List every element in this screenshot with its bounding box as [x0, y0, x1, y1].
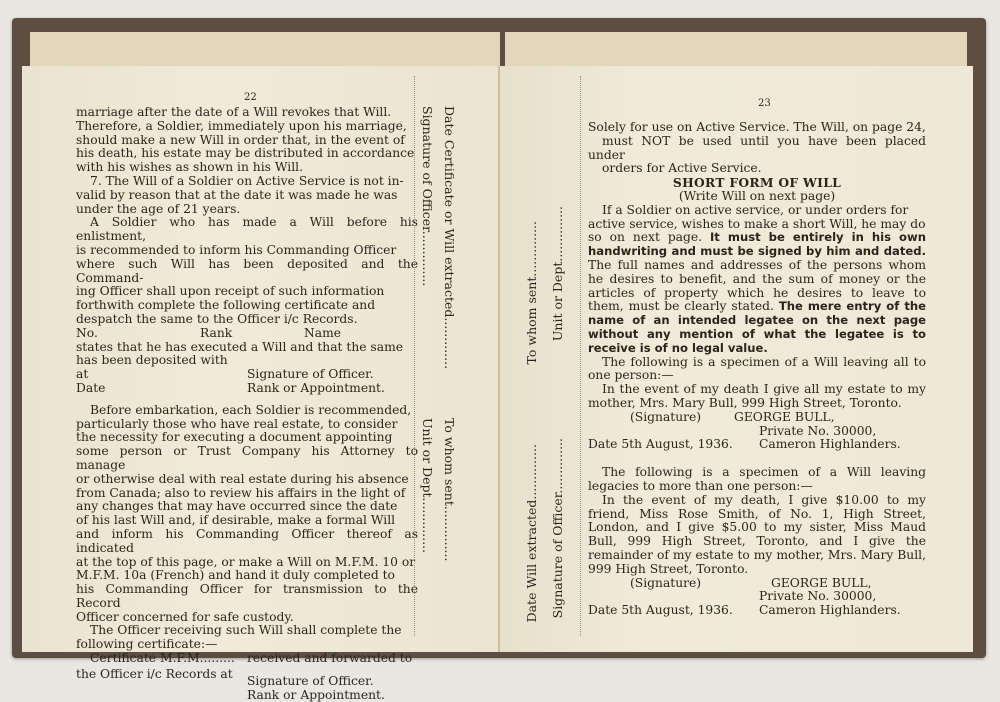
- stub-to-whom-sent: To whom sent..............: [442, 418, 457, 562]
- cert-at-label: at: [76, 367, 89, 382]
- stub-unit-dept: Unit or Dept..............: [420, 418, 435, 554]
- cert2-forwarded-label: received and forwarded to: [247, 651, 413, 666]
- text-line: his Commanding Officer for transmission to the Record: [76, 582, 418, 610]
- private-row-1: [588, 425, 926, 439]
- private-row-2: [588, 590, 926, 604]
- regiment: Cameron Highlanders.: [759, 603, 901, 618]
- right-page-body: [588, 121, 926, 618]
- text-line: marriage after the date of a Will revokes that Will.: [76, 105, 392, 119]
- specimen1-intro: The following is a specimen of a Will leaving all to one person:—: [588, 354, 926, 383]
- specimen1-text: In the event of my death I give all my estate to my mother, Mrs. Mary Bull, 999 High Street, Toronto.: [588, 382, 926, 410]
- text-line: ing Officer shall upon receipt of such information: [76, 284, 385, 299]
- regiment: Cameron Highlanders.: [759, 437, 901, 452]
- text-line: [588, 231, 926, 355]
- will-subheading: (Write Will on next page): [678, 188, 836, 203]
- specimen2-intro: The following is a specimen of a Will leaving legacies to more than one person:—: [588, 465, 926, 493]
- text-line: The Officer receiving such Will shall complete the: [90, 623, 402, 638]
- text-line: valid by reason that at the date it was made he was: [76, 187, 398, 202]
- date-row-1: [588, 438, 926, 452]
- text-line: M.F.M. 10a (French) and hand it duly completed to: [76, 568, 395, 583]
- text-line: particularly those who have real estate, to consider: [76, 416, 398, 431]
- text-line: despatch the same to the Officer i/c Records.: [76, 311, 358, 326]
- page-number-right: 23: [758, 98, 771, 109]
- will-heading: SHORT FORM OF WILL: [672, 175, 842, 191]
- private-number: Private No. 30000,: [759, 423, 877, 438]
- text-line: Officer concerned for safe custody.: [76, 609, 294, 624]
- cert2-signature-label: Signature of Officer.: [247, 673, 374, 688]
- date-line: Date 5th August, 1936.: [588, 603, 733, 618]
- specimen2-text: In the event of my death, I give $10.00 to my friend, Miss Rose Smith, of No. 1, High Street, London, and I give $5.00 to my sister, Miss Maud Bull, 999 High Street, Toronto, and I give the remainder of my estate to my mother, Mrs. Mary Bull, 999 High Street, Toronto.: [588, 492, 926, 576]
- text-line: 7. The Will of a Soldier on Active Service is not in-: [90, 173, 404, 188]
- right-page: [500, 66, 973, 652]
- text-line: and inform his Commanding Officer thereof as indicated: [76, 526, 418, 555]
- rank-appointment-label: Rank or Appointment.: [247, 380, 385, 395]
- text-line: under the age of 21 years.: [76, 201, 241, 216]
- stub-signature-officer-right: Signature of Officer..............: [550, 438, 565, 619]
- signature-label: (Signature): [630, 409, 702, 424]
- signature-row-1: [588, 411, 926, 425]
- text-line: Solely for use on Active Service. The Will, on page 24,: [588, 120, 926, 134]
- signature-label: (Signature): [630, 575, 702, 590]
- text-line: any changes that may have occurred since the date: [76, 499, 398, 514]
- cert-name-label: Name: [304, 325, 342, 340]
- certificate2-row1: [76, 652, 418, 666]
- text-line: from Canada; also to review his affairs in the light of: [76, 485, 406, 500]
- text-line: active service, wishes to make a short Will, he may do: [588, 216, 926, 231]
- text-line: the necessity for executing a document appointing: [76, 430, 393, 445]
- private-number: Private No. 30000,: [759, 589, 877, 604]
- text-line: is recommended to inform his Commanding Officer: [76, 242, 397, 257]
- text-line: with his wishes as shown in his Will.: [76, 160, 303, 175]
- text-line: should make a new Will in order that, in the event of: [76, 132, 405, 147]
- signature-row-2: [588, 577, 926, 591]
- perforation-line-right: [580, 76, 581, 636]
- perforation-line: [414, 76, 415, 636]
- text-line: must NOT be used until you have been placed under: [588, 133, 926, 162]
- cert2-records-label: the Officer i/c Records at: [76, 666, 233, 681]
- text-line: some person or Trust Company his Attorney to manage: [76, 444, 418, 472]
- text-line: forthwith complete the following certificate and: [76, 298, 376, 313]
- page-number-left: 22: [244, 92, 257, 103]
- text-line: Before embarkation, each Soldier is recommended,: [90, 402, 412, 417]
- bold-warning: The mere entry of the name of an intended legatee on the next page without any mention of what the legatee is to receive is of no legal value.: [588, 299, 926, 355]
- certificate-date-row: [76, 382, 418, 396]
- stub-to-whom-sent-right: To whom sent..............: [524, 221, 539, 365]
- certificate2-row2: [76, 668, 418, 689]
- stub-date-will-extracted: Date Will extracted..............: [524, 444, 539, 623]
- text-line: has been deposited with: [76, 353, 228, 368]
- certificate-row: [76, 327, 418, 341]
- text-line: orders for Active Service.: [602, 161, 762, 176]
- text-line: If a Soldier on active service, or under orders for: [602, 202, 909, 217]
- cert2-rank-label: Rank or Appointment.: [247, 687, 385, 702]
- date-row-2: [588, 604, 926, 618]
- certificate-at-row: [76, 368, 418, 382]
- text-line: following certificate:—: [76, 637, 218, 652]
- signature-name: GEORGE BULL,: [771, 575, 872, 590]
- stub-signature-officer: Signature of Officer..............: [420, 106, 435, 287]
- text-line: where such Will has been deposited and the Command-: [76, 256, 418, 285]
- text-line: A Soldier who has made a Will before his enlistment,: [76, 215, 418, 244]
- text-line: his death, his estate may be distributed in accordance: [76, 146, 415, 161]
- text-line: states that he has executed a Will and that the same: [76, 339, 404, 354]
- cert-rank-label: Rank: [200, 325, 233, 340]
- text-line: Therefore, a Soldier, immediately upon his marriage,: [76, 118, 407, 133]
- date-line: Date 5th August, 1936.: [588, 437, 733, 452]
- text-span: The full names and addresses of the persons whom he desires to benefit, and the sum of money or the articles of property which he desires to leave to them, must be clearly stated.: [588, 257, 926, 314]
- text-span: so on next page.: [588, 230, 703, 245]
- left-page-body: [76, 106, 418, 702]
- text-line: at the top of this page, or make a Will on M.F.M. 10 or: [76, 554, 416, 569]
- stub-date-certificate: Date Certificate or Will extracted.............: [442, 106, 457, 370]
- certificate2-row3: [76, 689, 418, 702]
- text-line: or otherwise deal with real estate during his absence: [76, 471, 409, 486]
- text-line: of his last Will and, if desirable, make a formal Will: [76, 513, 396, 528]
- signature-officer-label: Signature of Officer.: [247, 367, 374, 382]
- cert-date-label: Date: [76, 380, 106, 395]
- stub-unit-dept-right: Unit or Dept..............: [550, 206, 565, 342]
- bold-instruction: It must be entirely in his own handwriting and must be signed by him and dated.: [588, 230, 926, 259]
- cert2-mfm-label: Certificate M.F.M.........: [90, 651, 235, 666]
- cert-no-label: No.: [76, 325, 98, 340]
- signature-name: GEORGE BULL,: [734, 409, 835, 424]
- left-page: [22, 66, 500, 702]
